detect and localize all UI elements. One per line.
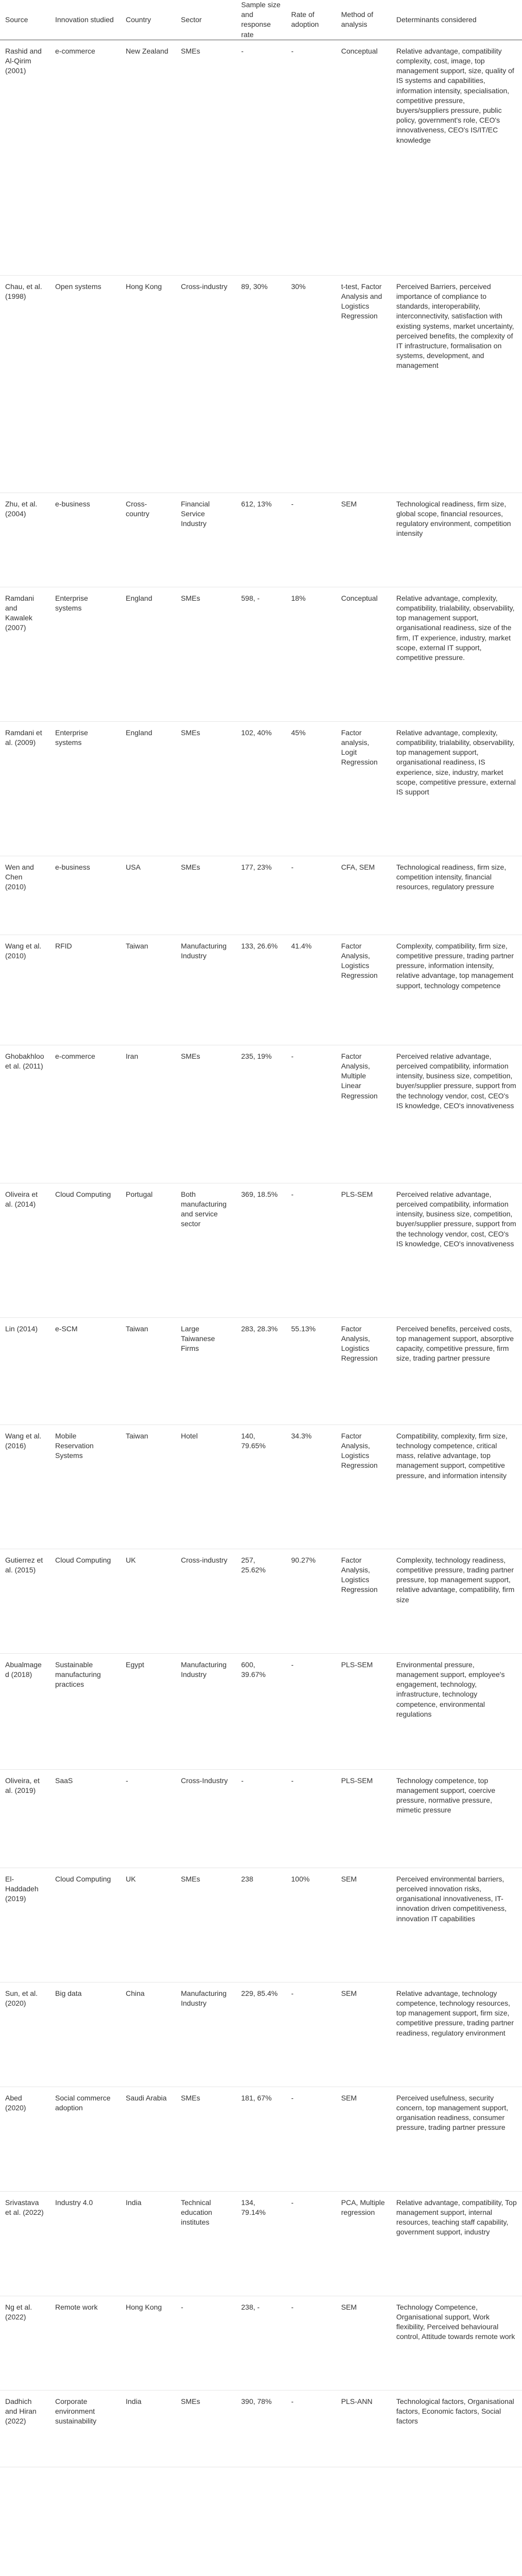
cell-source: Gutierrez et al. (2015) — [0, 1549, 50, 1653]
cell-determinants: Complexity, technology readiness, competitive pressure, trading partner pressure, top management support, relative advantage, compatibility, firm size — [391, 1549, 522, 1653]
cell-determinants: Perceived relative advantage, perceived compatibility, information intensity, business size, competition, buyer/supplier pressure, support from the technology vendor, cost, CEO's IS knowledge, CEO's innovativeness — [391, 1183, 522, 1317]
cell-innovation: Cloud Computing — [50, 1183, 121, 1317]
cell-determinants: Perceived usefulness, security concern, top management support, organisation readiness, consumer pressure, trading partner pressure — [391, 2087, 522, 2191]
cell-sector: SMEs — [176, 1045, 236, 1183]
cell-country: New Zealand — [121, 40, 176, 275]
cell-sample: 181, 67% — [236, 2087, 286, 2191]
cell-innovation: RFID — [50, 935, 121, 1045]
cell-sector: SMEs — [176, 1868, 236, 1982]
table-row — [0, 1769, 522, 1868]
cell-country: - — [121, 1769, 176, 1868]
cell-sector: SMEs — [176, 856, 236, 935]
cell-country: England — [121, 587, 176, 721]
table-row — [0, 1425, 522, 1549]
cell-source: Rashid and Al-Qirim (2001) — [0, 40, 50, 275]
table-row — [0, 935, 522, 1045]
cell-country: Taiwan — [121, 1317, 176, 1425]
cell-innovation: Enterprise systems — [50, 721, 121, 856]
cell-source: Wang et al. (2016) — [0, 1425, 50, 1549]
cell-sector: Both manufacturing and service sector — [176, 1183, 236, 1317]
cell-sample: 133, 26.6% — [236, 935, 286, 1045]
cell-country: Egypt — [121, 1653, 176, 1769]
cell-method: PCA, Multiple regression — [336, 2191, 391, 2296]
cell-sample: 102, 40% — [236, 721, 286, 856]
table-row — [0, 493, 522, 587]
cell-source: Oliveira, et al. (2019) — [0, 1769, 50, 1868]
cell-sample: 598, - — [236, 587, 286, 721]
cell-method: t-test, Factor Analysis and Logistics Regression — [336, 275, 391, 493]
cell-determinants: Technology Competence, Organisational support, Work flexibility, Perceived behavioural control, Attitude towards remote work — [391, 2296, 522, 2390]
cell-determinants: Compatibility, complexity, firm size, technology competence, critical mass, relative advantage, top management support, competitive pressure, and information intensity — [391, 1425, 522, 1549]
cell-source: Wang et al. (2010) — [0, 935, 50, 1045]
cell-sector: Manufacturing Industry — [176, 1982, 236, 2087]
cell-country: Hong Kong — [121, 2296, 176, 2390]
cell-country: England — [121, 721, 176, 856]
cell-rate: 90.27% — [286, 1549, 336, 1653]
cell-sector: SMEs — [176, 2390, 236, 2467]
table-row — [0, 2390, 522, 2467]
cell-determinants: Technology competence, top management support, coercive pressure, normative pressure, mimetic pressure — [391, 1769, 522, 1868]
cell-sample: 600, 39.67% — [236, 1653, 286, 1769]
cell-determinants: Perceived benefits, perceived costs, top management support, absorptive capacity, competitive pressure, firm size, trading partner pressure — [391, 1317, 522, 1425]
cell-method: Factor Analysis, Logistics Regression — [336, 1317, 391, 1425]
cell-source: Ramdani et al. (2009) — [0, 721, 50, 856]
table-row — [0, 1045, 522, 1183]
header-sector: Sector — [176, 0, 236, 40]
cell-method: PLS-ANN — [336, 2390, 391, 2467]
cell-method: SEM — [336, 493, 391, 587]
cell-determinants: Perceived environmental barriers, perceived innovation risks, organisational innovativeness, IT-innovation driven competitiveness, innovation IT capabilities — [391, 1868, 522, 1982]
cell-determinants: Relative advantage, complexity, compatibility, trialability, observability, top management support, organisational readiness, IS experience, size, industry, market scope, competitive pressure, external IS support — [391, 721, 522, 856]
cell-country: UK — [121, 1868, 176, 1982]
cell-sample: - — [236, 40, 286, 275]
cell-sector: Technical education institutes — [176, 2191, 236, 2296]
cell-determinants: Environmental pressure, management support, employee's engagement, technology, infrastructure, technology competence, environmental regulations — [391, 1653, 522, 1769]
cell-innovation: Cloud Computing — [50, 1868, 121, 1982]
cell-source: Ramdani and Kawalek (2007) — [0, 587, 50, 721]
cell-source: Sun, et al. (2020) — [0, 1982, 50, 2087]
cell-country: Cross-country — [121, 493, 176, 587]
cell-determinants: Technological readiness, firm size, competition intensity, financial resources, regulatory pressure — [391, 856, 522, 935]
cell-rate: - — [286, 40, 336, 275]
cell-rate: 55.13% — [286, 1317, 336, 1425]
header-innovation: Innovation studied — [50, 0, 121, 40]
cell-determinants: Relative advantage, compatibility complexity, cost, image, top management support, size, quality of IS systems and capabilities, information intensity, specialisation, competitive pressure, buyers/suppliers pressure, public policy, government's role, CEO's innovativeness, CEO's IS/IT/EC knowledge — [391, 40, 522, 275]
cell-determinants: Technological factors, Organisational factors, Economic factors, Social factors — [391, 2390, 522, 2467]
cell-method: PLS-SEM — [336, 1653, 391, 1769]
table-header — [0, 0, 522, 40]
cell-country: India — [121, 2191, 176, 2296]
cell-sample: 612, 13% — [236, 493, 286, 587]
cell-country: China — [121, 1982, 176, 2087]
header-source: Source — [0, 0, 50, 40]
cell-sector: Manufacturing Industry — [176, 1653, 236, 1769]
cell-source: Chau, et al. (1998) — [0, 275, 50, 493]
cell-method: SEM — [336, 2087, 391, 2191]
cell-determinants: Complexity, compatibility, firm size, competitive pressure, trading partner pressure, information intensity, relative advantage, top management support, technology competence — [391, 935, 522, 1045]
cell-sample: 238 — [236, 1868, 286, 1982]
cell-source: Abed (2020) — [0, 2087, 50, 2191]
table-row — [0, 1868, 522, 1982]
header-determinants: Determinants considered — [391, 0, 522, 40]
cell-method: PLS-SEM — [336, 1769, 391, 1868]
cell-sector: Hotel — [176, 1425, 236, 1549]
header-sample: Sample size and response rate — [236, 0, 286, 40]
cell-sector: Financial Service Industry — [176, 493, 236, 587]
cell-method: Conceptual — [336, 40, 391, 275]
cell-country: India — [121, 2390, 176, 2467]
table-row — [0, 2087, 522, 2191]
cell-sample: 134, 79.14% — [236, 2191, 286, 2296]
table-row — [0, 40, 522, 275]
cell-method: Factor Analysis, Multiple Linear Regression — [336, 1045, 391, 1183]
cell-method: SEM — [336, 2296, 391, 2390]
cell-sector: Cross-industry — [176, 275, 236, 493]
cell-source: Ng et al. (2022) — [0, 2296, 50, 2390]
cell-innovation: Mobile Reservation Systems — [50, 1425, 121, 1549]
table-row — [0, 1653, 522, 1769]
cell-country: Taiwan — [121, 935, 176, 1045]
cell-sample: 257, 25.62% — [236, 1549, 286, 1653]
table-row — [0, 721, 522, 856]
cell-rate: 100% — [286, 1868, 336, 1982]
header-country: Country — [121, 0, 176, 40]
cell-rate: - — [286, 1045, 336, 1183]
table-row — [0, 1982, 522, 2087]
cell-rate: 34.3% — [286, 1425, 336, 1549]
cell-source: Lin (2014) — [0, 1317, 50, 1425]
cell-country: Saudi Arabia — [121, 2087, 176, 2191]
cell-country: Taiwan — [121, 1425, 176, 1549]
cell-source: Wen and Chen (2010) — [0, 856, 50, 935]
table-row — [0, 1183, 522, 1317]
cell-innovation: Big data — [50, 1982, 121, 2087]
cell-innovation: e-commerce — [50, 1045, 121, 1183]
cell-source: Srivastava et al. (2022) — [0, 2191, 50, 2296]
cell-rate: 41.4% — [286, 935, 336, 1045]
cell-method: Conceptual — [336, 587, 391, 721]
cell-sector: SMEs — [176, 2087, 236, 2191]
cell-sample: 238, - — [236, 2296, 286, 2390]
cell-rate: 30% — [286, 275, 336, 493]
cell-rate: - — [286, 2296, 336, 2390]
cell-sector: - — [176, 2296, 236, 2390]
cell-country: USA — [121, 856, 176, 935]
cell-innovation: e-SCM — [50, 1317, 121, 1425]
cell-sample: 177, 23% — [236, 856, 286, 935]
table-row — [0, 2191, 522, 2296]
cell-source: El-Haddadeh (2019) — [0, 1868, 50, 1982]
cell-sector: Manufacturing Industry — [176, 935, 236, 1045]
cell-method: Factor Analysis, Logistics Regression — [336, 1425, 391, 1549]
cell-innovation: Social commerce adoption — [50, 2087, 121, 2191]
header-row — [0, 0, 522, 40]
table-row — [0, 587, 522, 721]
cell-innovation: Sustainable manufacturing practices — [50, 1653, 121, 1769]
cell-method: CFA, SEM — [336, 856, 391, 935]
cell-rate: - — [286, 1183, 336, 1317]
cell-country: Iran — [121, 1045, 176, 1183]
cell-innovation: SaaS — [50, 1769, 121, 1868]
cell-innovation: e-business — [50, 493, 121, 587]
cell-sector: SMEs — [176, 40, 236, 275]
cell-determinants: Relative advantage, compatibility, Top management support, internal resources, teaching staff capability, government support, industry — [391, 2191, 522, 2296]
cell-determinants: Perceived Barriers, perceived importance of compliance to standards, interoperability, interconnectivity, satisfaction with existing systems, market uncertainty, perceived benefits, the complexity of IT infrastructure, formalisation on systems, development, and management — [391, 275, 522, 493]
cell-source: Ghobakhloo et al. (2011) — [0, 1045, 50, 1183]
cell-sample: 283, 28.3% — [236, 1317, 286, 1425]
cell-rate: - — [286, 856, 336, 935]
cell-sample: 89, 30% — [236, 275, 286, 493]
cell-source: Oliveira et al. (2014) — [0, 1183, 50, 1317]
cell-source: Abualmaged (2018) — [0, 1653, 50, 1769]
cell-innovation: Corporate environment sustainability — [50, 2390, 121, 2467]
cell-sample: 235, 19% — [236, 1045, 286, 1183]
cell-method: Factor Analysis, Logistics Regression — [336, 935, 391, 1045]
cell-determinants: Technological readiness, firm size, global scope, financial resources, regulatory environment, competition intensity — [391, 493, 522, 587]
cell-innovation: e-business — [50, 856, 121, 935]
cell-innovation: Remote work — [50, 2296, 121, 2390]
cell-rate: - — [286, 2191, 336, 2296]
cell-rate: - — [286, 1653, 336, 1769]
cell-country: UK — [121, 1549, 176, 1653]
cell-sample: - — [236, 1769, 286, 1868]
cell-country: Hong Kong — [121, 275, 176, 493]
cell-determinants: Relative advantage, technology competence, technology resources, top management support, firm size, competitive pressure, trading partner readiness, regulatory environment — [391, 1982, 522, 2087]
cell-method: Factor analysis, Logit Regression — [336, 721, 391, 856]
cell-determinants: Perceived relative advantage, perceived compatibility, information intensity, business size, competition, buyer/supplier pressure, support from the technology vendor, cost, CEO's IS knowledge, CEO's innovativeness — [391, 1045, 522, 1183]
cell-determinants: Relative advantage, complexity, compatibility, trialability, observability, top management support, organisational readiness, size of the firm, IT experience, industry, market scope, external IT support, competitive pressure. — [391, 587, 522, 721]
cell-source: Dadhich and Hiran (2022) — [0, 2390, 50, 2467]
header-method: Method of analysis — [336, 0, 391, 40]
cell-method: PLS-SEM — [336, 1183, 391, 1317]
cell-method: Factor Analysis, Logistics Regression — [336, 1549, 391, 1653]
cell-innovation: Enterprise systems — [50, 587, 121, 721]
cell-rate: - — [286, 1982, 336, 2087]
cell-innovation: Industry 4.0 — [50, 2191, 121, 2296]
table-row — [0, 1549, 522, 1653]
cell-rate: 18% — [286, 587, 336, 721]
cell-method: SEM — [336, 1868, 391, 1982]
cell-sample: 140, 79.65% — [236, 1425, 286, 1549]
cell-country: Portugal — [121, 1183, 176, 1317]
cell-rate: - — [286, 493, 336, 587]
cell-sector: Cross-Industry — [176, 1769, 236, 1868]
cell-rate: - — [286, 2087, 336, 2191]
table-row — [0, 275, 522, 493]
table-row — [0, 1317, 522, 1425]
cell-sample: 229, 85.4% — [236, 1982, 286, 2087]
cell-sample: 390, 78% — [236, 2390, 286, 2467]
cell-sample: 369, 18.5% — [236, 1183, 286, 1317]
table-row — [0, 856, 522, 935]
cell-source: Zhu, et al. (2004) — [0, 493, 50, 587]
header-rate: Rate of adoption — [286, 0, 336, 40]
cell-rate: - — [286, 1769, 336, 1868]
cell-sector: Large Taiwanese Firms — [176, 1317, 236, 1425]
cell-sector: SMEs — [176, 587, 236, 721]
cell-sector: SMEs — [176, 721, 236, 856]
cell-sector: Cross-industry — [176, 1549, 236, 1653]
table-row — [0, 2296, 522, 2390]
cell-innovation: e-commerce — [50, 40, 121, 275]
cell-innovation: Cloud Computing — [50, 1549, 121, 1653]
cell-innovation: Open systems — [50, 275, 121, 493]
cell-method: SEM — [336, 1982, 391, 2087]
table-body — [0, 40, 522, 2467]
cell-rate: - — [286, 2390, 336, 2467]
cell-rate: 45% — [286, 721, 336, 856]
